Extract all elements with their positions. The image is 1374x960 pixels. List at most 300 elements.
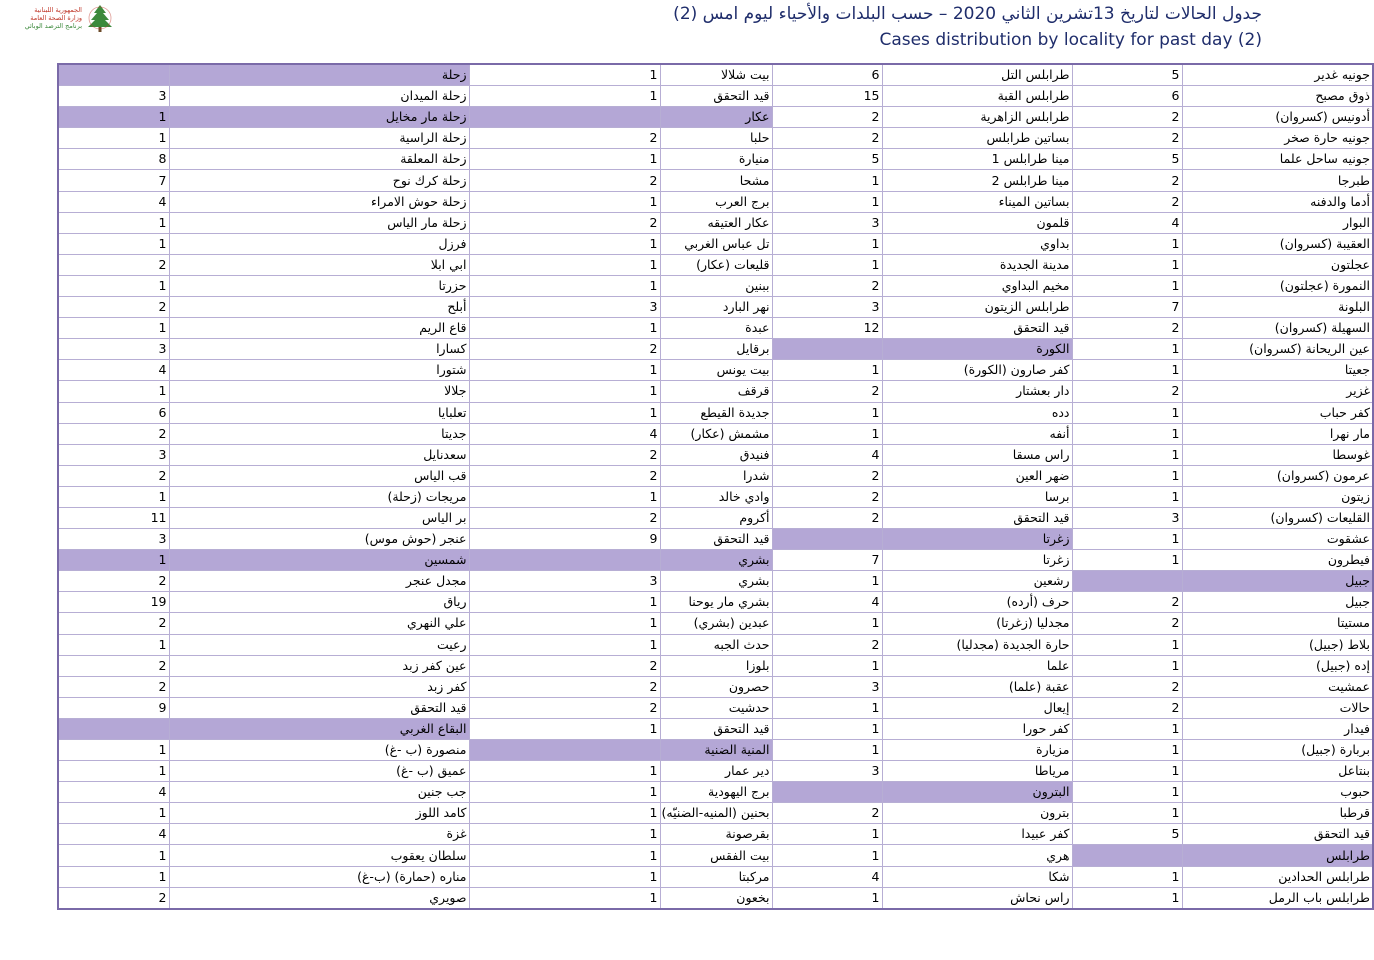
locality-cell: زيتون	[1182, 486, 1373, 507]
locality-cell: حصرون	[660, 676, 772, 697]
case-count-cell: 1	[469, 761, 660, 782]
case-count-cell: 1	[1072, 254, 1182, 275]
locality-cell: بر الياس	[169, 507, 469, 528]
ministry-line-1: الجمهورية اللبنانية	[34, 6, 82, 14]
district-header-cell: البترون	[882, 782, 1072, 803]
district-header-cell: زغرتا	[882, 529, 1072, 550]
locality-cell: بربارة (جبيل)	[1182, 740, 1373, 761]
locality-cell: مشمش (عكار)	[660, 423, 772, 444]
case-count-cell: 2	[469, 507, 660, 528]
case-count-cell: 1	[1072, 803, 1182, 824]
locality-cell: حرف (أرده)	[882, 592, 1072, 613]
case-count-cell: 3	[772, 297, 882, 318]
case-count-cell	[58, 718, 169, 739]
locality-cell: بيت الفقس	[660, 845, 772, 866]
case-count-cell: 1	[1072, 634, 1182, 655]
case-count-cell: 2	[772, 465, 882, 486]
locality-cell: مجدل عنجر	[169, 571, 469, 592]
locality-cell: العقيبة (كسروان)	[1182, 233, 1373, 254]
locality-cell: مينا طرابلس 1	[882, 149, 1072, 170]
case-count-cell: 1	[772, 571, 882, 592]
case-count-cell: 2	[469, 676, 660, 697]
table-row	[58, 592, 1373, 613]
locality-cell: بساتين الميناء	[882, 191, 1072, 212]
case-count-cell: 3	[58, 529, 169, 550]
locality-cell: كفر حباب	[1182, 402, 1373, 423]
locality-cell: طرابلس التل	[882, 64, 1072, 86]
case-count-cell: 1	[58, 845, 169, 866]
table-row	[58, 676, 1373, 697]
case-count-cell: 19	[58, 592, 169, 613]
case-count-cell	[469, 107, 660, 128]
locality-cell: دار بعشتار	[882, 381, 1072, 402]
locality-cell: بترون	[882, 803, 1072, 824]
locality-cell: حدث الجبه	[660, 634, 772, 655]
locality-cell: فنيدق	[660, 444, 772, 465]
locality-cell: مار نهرا	[1182, 423, 1373, 444]
case-count-cell: 1	[58, 866, 169, 887]
case-count-cell: 2	[469, 444, 660, 465]
locality-cell: حبوب	[1182, 782, 1373, 803]
case-count-cell: 1	[469, 613, 660, 634]
case-count-cell: 3	[772, 761, 882, 782]
case-count-cell: 1	[1072, 761, 1182, 782]
locality-cell: حلبا	[660, 128, 772, 149]
title-english: Cases distribution by locality for past day (2)	[879, 30, 1262, 50]
locality-cell: مناره (حمارة) (ب-غ)	[169, 866, 469, 887]
table-row	[58, 297, 1373, 318]
locality-cell: مزيارة	[882, 740, 1072, 761]
locality-cell: بشري مار يوحنا	[660, 592, 772, 613]
locality-cell: بداوي	[882, 233, 1072, 254]
case-count-cell: 1	[1072, 339, 1182, 360]
locality-cell: زحلة المعلقة	[169, 149, 469, 170]
locality-cell: فيدار	[1182, 718, 1373, 739]
district-header-cell: شمسين	[169, 550, 469, 571]
locality-cell: قلمون	[882, 212, 1072, 233]
case-count-cell: 2	[1072, 318, 1182, 339]
locality-cell: عنجر (حوش موس)	[169, 529, 469, 550]
table-row	[58, 613, 1373, 634]
case-count-cell: 2	[58, 571, 169, 592]
locality-cell: غوسطا	[1182, 444, 1373, 465]
case-count-cell: 1	[1072, 887, 1182, 909]
locality-cell: بحنين (المنيه-الضنيّه)	[660, 803, 772, 824]
district-header-cell: عكار	[660, 107, 772, 128]
case-count-cell: 1	[1072, 402, 1182, 423]
case-count-cell	[772, 782, 882, 803]
district-header-cell: زحلة	[169, 64, 469, 86]
locality-cell: عميق (ب -غ)	[169, 761, 469, 782]
locality-cell: عقبة (علما)	[882, 676, 1072, 697]
case-count-cell: 3	[58, 444, 169, 465]
case-count-cell: 2	[1072, 592, 1182, 613]
case-count-cell: 1	[469, 275, 660, 296]
locality-cell: جلالا	[169, 381, 469, 402]
case-count-cell: 1	[469, 718, 660, 739]
locality-cell: عشقوت	[1182, 529, 1373, 550]
table-row	[58, 212, 1373, 233]
case-count-cell: 1	[469, 803, 660, 824]
case-count-cell: 6	[1072, 86, 1182, 107]
locality-cell: قب الياس	[169, 465, 469, 486]
locality-cell: بيت يونس	[660, 360, 772, 381]
locality-cell: حدشيت	[660, 697, 772, 718]
locality-cell: مخيم البداوي	[882, 275, 1072, 296]
case-count-cell: 1	[469, 64, 660, 86]
case-count-cell: 1	[1072, 529, 1182, 550]
case-count-cell: 2	[58, 887, 169, 909]
case-count-cell: 1	[469, 592, 660, 613]
table-row	[58, 128, 1373, 149]
case-count-cell: 1	[58, 107, 169, 128]
case-count-cell: 1	[58, 128, 169, 149]
case-count-cell	[469, 550, 660, 571]
locality-cell: فيطرون	[1182, 550, 1373, 571]
case-count-cell: 1	[1072, 782, 1182, 803]
locality-cell: برج العرب	[660, 191, 772, 212]
locality-cell: جديدة القيطع	[660, 402, 772, 423]
table-row	[58, 529, 1373, 550]
case-count-cell: 1	[469, 887, 660, 909]
case-count-cell: 2	[469, 697, 660, 718]
locality-cell: عكار العتيقه	[660, 212, 772, 233]
case-count-cell: 1	[1072, 655, 1182, 676]
table-row	[58, 507, 1373, 528]
case-count-cell: 1	[772, 824, 882, 845]
locality-cell: علما	[882, 655, 1072, 676]
locality-cell: بقرصونة	[660, 824, 772, 845]
locality-cell: فرزل	[169, 233, 469, 254]
case-count-cell: 2	[58, 613, 169, 634]
locality-cell: أكروم	[660, 507, 772, 528]
case-count-cell: 4	[772, 592, 882, 613]
case-count-cell: 2	[469, 170, 660, 191]
case-count-cell: 1	[772, 718, 882, 739]
case-count-cell: 2	[772, 381, 882, 402]
locality-cell: شتورا	[169, 360, 469, 381]
case-count-cell: 1	[469, 381, 660, 402]
locality-cell: سلطان يعقوب	[169, 845, 469, 866]
case-count-cell	[772, 529, 882, 550]
locality-cell: بلوزا	[660, 655, 772, 676]
case-count-cell: 1	[469, 486, 660, 507]
case-count-cell: 2	[58, 254, 169, 275]
table-row	[58, 402, 1373, 423]
case-count-cell	[58, 64, 169, 86]
case-count-cell: 3	[772, 676, 882, 697]
locality-cell: راس مسقا	[882, 444, 1072, 465]
locality-cell: غزير	[1182, 381, 1373, 402]
locality-cell: قليعات (عكار)	[660, 254, 772, 275]
table-row	[58, 550, 1373, 571]
locality-cell: منيارة	[660, 149, 772, 170]
locality-cell: قيد التحقق	[1182, 824, 1373, 845]
case-count-cell: 12	[772, 318, 882, 339]
case-count-cell: 6	[58, 402, 169, 423]
case-count-cell: 2	[1072, 697, 1182, 718]
locality-cell: جبيل	[1182, 592, 1373, 613]
locality-cell: عمشيت	[1182, 676, 1373, 697]
locality-cell: البلونة	[1182, 297, 1373, 318]
locality-cell: قرطبا	[1182, 803, 1373, 824]
case-count-cell: 2	[1072, 107, 1182, 128]
table-row	[58, 381, 1373, 402]
locality-cell: دير عمار	[660, 761, 772, 782]
locality-cell: ذوق مصبح	[1182, 86, 1373, 107]
case-count-cell: 1	[58, 761, 169, 782]
case-count-cell: 1	[1072, 486, 1182, 507]
case-count-cell: 2	[58, 655, 169, 676]
case-count-cell: 1	[772, 845, 882, 866]
title-arabic: جدول الحالات لتاريخ 13تشرين الثاني 2020 – حسب البلدات والأحياء ليوم امس (2)	[673, 4, 1262, 24]
case-count-cell: 1	[1072, 423, 1182, 444]
locality-cell: جديتا	[169, 423, 469, 444]
case-count-cell: 2	[469, 339, 660, 360]
locality-cell: بشري	[660, 571, 772, 592]
case-count-cell: 1	[1072, 866, 1182, 887]
case-count-cell: 4	[58, 824, 169, 845]
case-count-cell: 2	[469, 128, 660, 149]
locality-cell: أدما والدفنه	[1182, 191, 1373, 212]
table-row	[58, 718, 1373, 739]
locality-cell: قيد التحقق	[169, 697, 469, 718]
table-row	[58, 866, 1373, 887]
case-count-cell: 4	[1072, 212, 1182, 233]
locality-cell: بخعون	[660, 887, 772, 909]
case-count-cell: 3	[58, 339, 169, 360]
table-row	[58, 761, 1373, 782]
case-count-cell: 4	[772, 444, 882, 465]
ministry-logo	[8, 4, 116, 34]
case-count-cell: 1	[58, 740, 169, 761]
locality-cell: رشعين	[882, 571, 1072, 592]
table-row	[58, 571, 1373, 592]
locality-cell: النمورة (عجلتون)	[1182, 275, 1373, 296]
locality-cell: برج اليهودية	[660, 782, 772, 803]
locality-cell: جونيه حارة صخر	[1182, 128, 1373, 149]
case-count-cell: 1	[469, 866, 660, 887]
case-count-cell: 11	[58, 507, 169, 528]
case-count-cell: 2	[1072, 676, 1182, 697]
locality-cell: دده	[882, 402, 1072, 423]
table-row	[58, 782, 1373, 803]
district-header-cell: زحلة مار مخايل	[169, 107, 469, 128]
case-count-cell: 7	[58, 170, 169, 191]
case-count-cell: 1	[772, 740, 882, 761]
case-count-cell: 8	[58, 149, 169, 170]
locality-cell: قيد التحقق	[882, 507, 1072, 528]
cedar-logo-icon	[84, 4, 116, 34]
table-row	[58, 360, 1373, 381]
case-count-cell: 3	[469, 297, 660, 318]
locality-cell: قيد التحقق	[660, 718, 772, 739]
locality-cell: السهيلة (كسروان)	[1182, 318, 1373, 339]
case-count-cell: 1	[469, 233, 660, 254]
case-count-cell: 1	[469, 191, 660, 212]
case-count-cell: 2	[58, 297, 169, 318]
locality-cell: زحلة حوش الامراء	[169, 191, 469, 212]
case-count-cell: 1	[469, 360, 660, 381]
case-count-cell: 1	[772, 402, 882, 423]
case-count-cell: 1	[772, 655, 882, 676]
case-count-cell: 1	[469, 845, 660, 866]
case-count-cell: 9	[469, 529, 660, 550]
locality-cell: تل عباس الغربي	[660, 233, 772, 254]
table-row	[58, 149, 1373, 170]
case-count-cell: 1	[469, 86, 660, 107]
locality-cell: عين الريحانة (كسروان)	[1182, 339, 1373, 360]
case-count-cell: 1	[469, 318, 660, 339]
table-row	[58, 233, 1373, 254]
case-count-cell: 2	[469, 212, 660, 233]
locality-cell: قرقف	[660, 381, 772, 402]
case-count-cell: 2	[1072, 191, 1182, 212]
locality-cell: تعلبايا	[169, 402, 469, 423]
locality-cell: إيعال	[882, 697, 1072, 718]
case-count-cell: 1	[1072, 465, 1182, 486]
case-count-cell: 1	[58, 550, 169, 571]
table-row	[58, 170, 1373, 191]
case-count-cell: 1	[469, 402, 660, 423]
case-count-cell: 3	[772, 212, 882, 233]
locality-cell: عبدين (بشري)	[660, 613, 772, 634]
case-count-cell: 5	[772, 149, 882, 170]
table-row	[58, 339, 1373, 360]
case-count-cell: 1	[772, 887, 882, 909]
district-header-cell: الكورة	[882, 339, 1072, 360]
case-count-cell: 1	[58, 486, 169, 507]
case-count-cell: 7	[1072, 297, 1182, 318]
case-count-cell	[469, 740, 660, 761]
case-count-cell: 2	[1072, 170, 1182, 191]
locality-cell: زحلة الميدان	[169, 86, 469, 107]
table-row	[58, 444, 1373, 465]
case-count-cell: 1	[58, 381, 169, 402]
locality-cell: كسارا	[169, 339, 469, 360]
case-count-cell	[1072, 571, 1182, 592]
locality-cell: جونيه غدير	[1182, 64, 1373, 86]
case-count-cell: 2	[772, 128, 882, 149]
locality-cell: طرابلس الزاهرية	[882, 107, 1072, 128]
table-row	[58, 64, 1373, 86]
locality-cell: جعيتا	[1182, 360, 1373, 381]
cases-table	[57, 63, 1374, 910]
table-row	[58, 887, 1373, 909]
locality-cell: مشحا	[660, 170, 772, 191]
locality-cell: غزة	[169, 824, 469, 845]
locality-cell: نهر البارد	[660, 297, 772, 318]
locality-cell: عبدة	[660, 318, 772, 339]
case-count-cell: 1	[772, 697, 882, 718]
case-count-cell: 4	[58, 360, 169, 381]
locality-cell: حالات	[1182, 697, 1373, 718]
case-count-cell: 3	[1072, 507, 1182, 528]
locality-cell: مستيتا	[1182, 613, 1373, 634]
case-count-cell: 2	[772, 107, 882, 128]
table-row	[58, 655, 1373, 676]
case-count-cell: 1	[1072, 233, 1182, 254]
locality-cell: زحلة الراسية	[169, 128, 469, 149]
table-row	[58, 845, 1373, 866]
locality-cell: بلاط (جبيل)	[1182, 634, 1373, 655]
ministry-line-2: وزارة الصحة العامة	[30, 14, 82, 22]
case-count-cell: 1	[772, 360, 882, 381]
locality-cell: كفر صارون (الكورة)	[882, 360, 1072, 381]
case-count-cell: 5	[1072, 824, 1182, 845]
locality-cell: بساتين طرابلس	[882, 128, 1072, 149]
locality-cell: بيت شلالا	[660, 64, 772, 86]
locality-cell: عرمون (كسروان)	[1182, 465, 1373, 486]
case-count-cell: 6	[772, 64, 882, 86]
table-row	[58, 634, 1373, 655]
locality-cell: رياق	[169, 592, 469, 613]
case-count-cell: 1	[772, 423, 882, 444]
case-count-cell: 1	[1072, 740, 1182, 761]
locality-cell: ضهر العين	[882, 465, 1072, 486]
table-row	[58, 803, 1373, 824]
locality-cell: عجلتون	[1182, 254, 1373, 275]
case-count-cell: 4	[58, 782, 169, 803]
locality-cell: أنفه	[882, 423, 1072, 444]
locality-cell: وادي خالد	[660, 486, 772, 507]
ministry-line-3: برنامج الترصد الوبائي	[24, 22, 82, 30]
case-count-cell: 1	[469, 782, 660, 803]
table-row	[58, 86, 1373, 107]
locality-cell: راس نحاش	[882, 887, 1072, 909]
case-count-cell: 4	[469, 423, 660, 444]
case-count-cell: 2	[58, 676, 169, 697]
locality-cell: زحلة كرك نوح	[169, 170, 469, 191]
locality-cell: طرابلس الحدادين	[1182, 866, 1373, 887]
district-header-cell: المنية الضنية	[660, 740, 772, 761]
table-row	[58, 740, 1373, 761]
locality-cell: ابي ابلا	[169, 254, 469, 275]
locality-cell: قاع الريم	[169, 318, 469, 339]
case-count-cell: 7	[772, 550, 882, 571]
locality-cell: ببنين	[660, 275, 772, 296]
case-count-cell: 1	[1072, 718, 1182, 739]
case-count-cell: 4	[58, 191, 169, 212]
table-row	[58, 191, 1373, 212]
case-count-cell: 1	[469, 149, 660, 170]
locality-cell: سعدنايل	[169, 444, 469, 465]
case-count-cell: 1	[1072, 360, 1182, 381]
locality-cell: قيد التحقق	[660, 529, 772, 550]
case-count-cell: 9	[58, 697, 169, 718]
locality-cell: مدينة الجديدة	[882, 254, 1072, 275]
case-count-cell: 1	[1072, 275, 1182, 296]
locality-cell: كامد اللوز	[169, 803, 469, 824]
locality-cell: هري	[882, 845, 1072, 866]
locality-cell: طبرجا	[1182, 170, 1373, 191]
case-count-cell: 2	[469, 465, 660, 486]
case-count-cell: 3	[469, 571, 660, 592]
case-count-cell	[1072, 845, 1182, 866]
locality-cell: أدونيس (كسروان)	[1182, 107, 1373, 128]
locality-cell: مركبتا	[660, 866, 772, 887]
table-row	[58, 275, 1373, 296]
district-header-cell: جبيل	[1182, 571, 1373, 592]
locality-cell: طرابلس الزيتون	[882, 297, 1072, 318]
locality-cell: منصورة (ب -غ)	[169, 740, 469, 761]
table-row	[58, 423, 1373, 444]
locality-cell: مينا طرابلس 2	[882, 170, 1072, 191]
locality-cell: جونيه ساحل علما	[1182, 149, 1373, 170]
case-count-cell: 1	[58, 233, 169, 254]
case-count-cell: 2	[1072, 128, 1182, 149]
case-count-cell: 2	[469, 655, 660, 676]
